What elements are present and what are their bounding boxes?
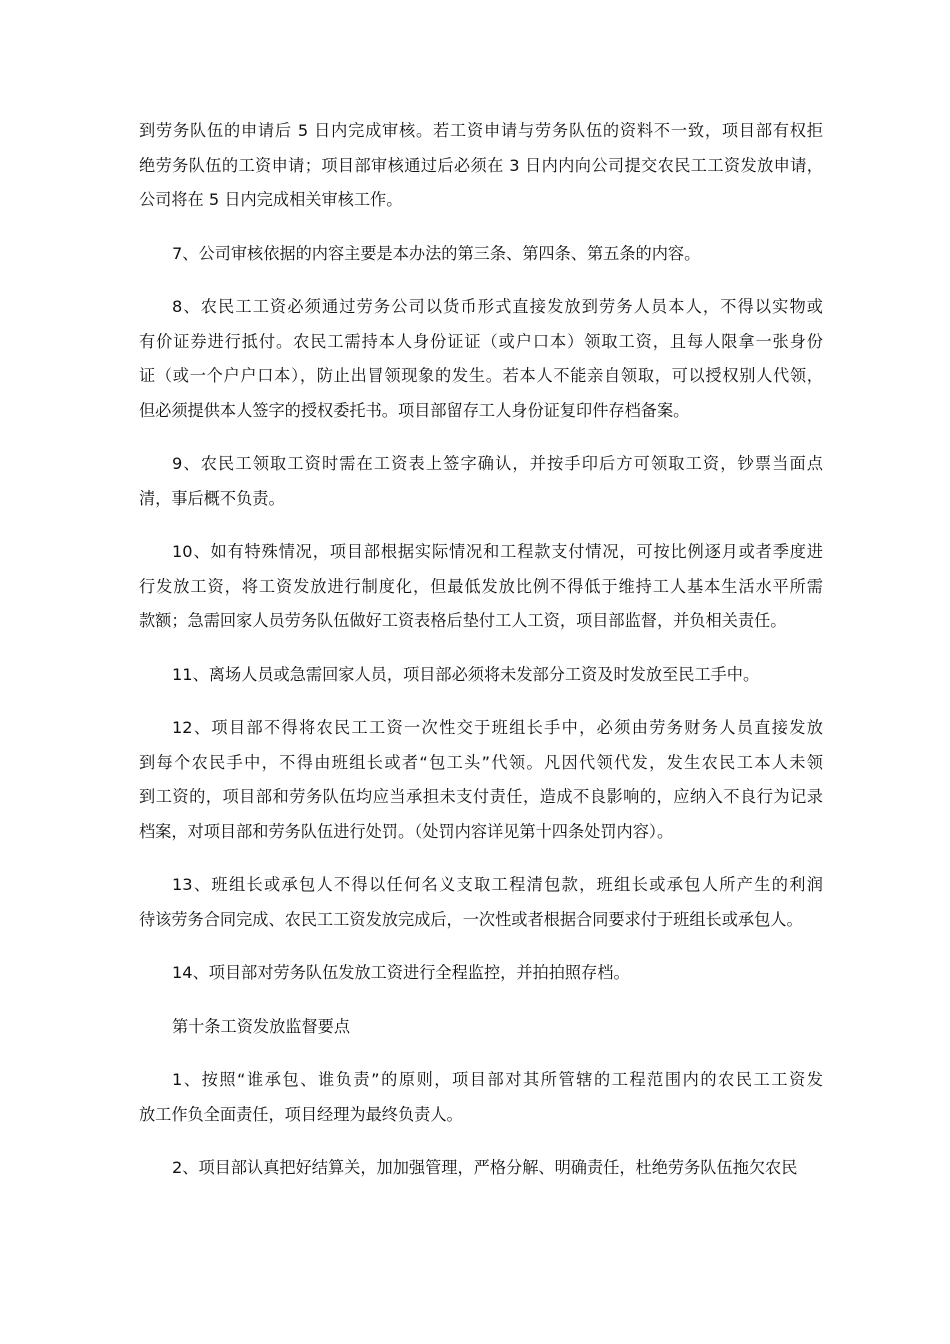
text-line: 证（或一个户户口本），防止出冒领现象的发生。若本人不能亲自领取，可以授权别人代领， — [139, 366, 823, 385]
text-line: 清，事后概不负责。 — [139, 488, 285, 508]
text-line: 11、离场人员或急需回家人员，项目部必须将未发部分工资及时发放至民工手中。 — [172, 664, 760, 684]
text-line: 公司将在 5 日内完成相关审核工作。 — [139, 190, 403, 209]
text-line: 8、农民工工资必须通过劳务公司以货币形式直接发放到劳务人员本人，不得以实物或 — [172, 297, 823, 316]
paragraph-item7 — [139, 237, 823, 272]
text-line: 绝劳务队伍的工资申请；项目部审核通过后必须在 3 日内内向公司提交农民工工资发放申请， — [139, 155, 823, 175]
section-heading-article10 — [139, 1010, 823, 1045]
text-line: 第十条工资发放监督要点 — [172, 1016, 351, 1036]
paragraph-item10 — [139, 535, 823, 639]
text-line: 待该劳务合同完成、农民工工资发放完成后，一次性或者根据合同要求付于班组长或承包人。 — [139, 909, 803, 929]
text-line: 行发放工资，将工资发放进行制度化，但最低发放比例不得低于维持工人基本生活水平所需 — [139, 576, 823, 596]
text-line: 13、班组长或承包人不得以任何名义支取工程清包款，班组长或承包人所产生的利润 — [172, 875, 823, 894]
paragraph-point2 — [139, 1151, 823, 1186]
text-line: 到每个农民手中，不得由班组长或者“包工头”代领。凡因代领代发，发生农民工本人未领 — [139, 752, 823, 772]
text-line: 有价证券进行抵付。农民工需持本人身份证证（或户口本）领取工资，且每人限拿一张身份 — [139, 331, 823, 351]
text-line: 款额；急需回家人员劳务队伍做好工资表格后垫付工人工资，项目部监督，并负相关责任。 — [139, 611, 787, 630]
text-line: 10、如有特殊情况，项目部根据实际情况和工程款支付情况，可按比例逐月或者季度进 — [172, 542, 823, 561]
text-line: 档案，对项目部和劳务队伍进行处罚。（处罚内容详见第十四条处罚内容）。 — [139, 821, 674, 841]
text-line: 12、项目部不得将农民工工资一次性交于班组长手中，必须由劳务财务人员直接发放 — [172, 718, 823, 737]
paragraph-item11 — [139, 658, 823, 693]
text-line: 到劳务队伍的申请后 5 日内完成审核。若工资申请与劳务队伍的资料不一致，项目部有权拒 — [139, 121, 823, 140]
text-line: 到工资的，项目部和劳务队伍均应当承担未支付责任，造成不良影响的，应纳入不良行为记录 — [139, 787, 823, 806]
paragraph-item8 — [139, 290, 823, 428]
paragraph-item12 — [139, 711, 823, 849]
paragraph-item14 — [139, 956, 823, 991]
paragraph-item6-continued — [139, 114, 823, 218]
text-line: 2、项目部认真把好结算关，加加强管理，严格分解、明确责任，杜绝劳务队伍拖欠农民 — [172, 1158, 798, 1177]
text-line: 但必须提供本人签字的授权委托书。项目部留存工人身份证复印件存档备案。 — [139, 400, 690, 420]
paragraph-item9 — [139, 447, 823, 516]
text-line: 7、公司审核依据的内容主要是本办法的第三条、第四条、第五条的内容。 — [172, 243, 701, 263]
paragraph-item13 — [139, 868, 823, 937]
document-body — [139, 114, 823, 1205]
paragraph-point1 — [139, 1063, 823, 1132]
text-line: 14、项目部对劳务队伍发放工资进行全程监控，并拍拍照存档。 — [172, 963, 630, 982]
text-line: 9、农民工领取工资时需在工资表上签字确认，并按手印后方可领取工资，钞票当面点 — [172, 454, 823, 473]
text-line: 1、按照“谁承包、谁负责”的原则，项目部对其所管辖的工程范围内的农民工工资发 — [172, 1070, 823, 1089]
text-line: 放工作负全面责任，项目经理为最终负责人。 — [139, 1104, 463, 1124]
